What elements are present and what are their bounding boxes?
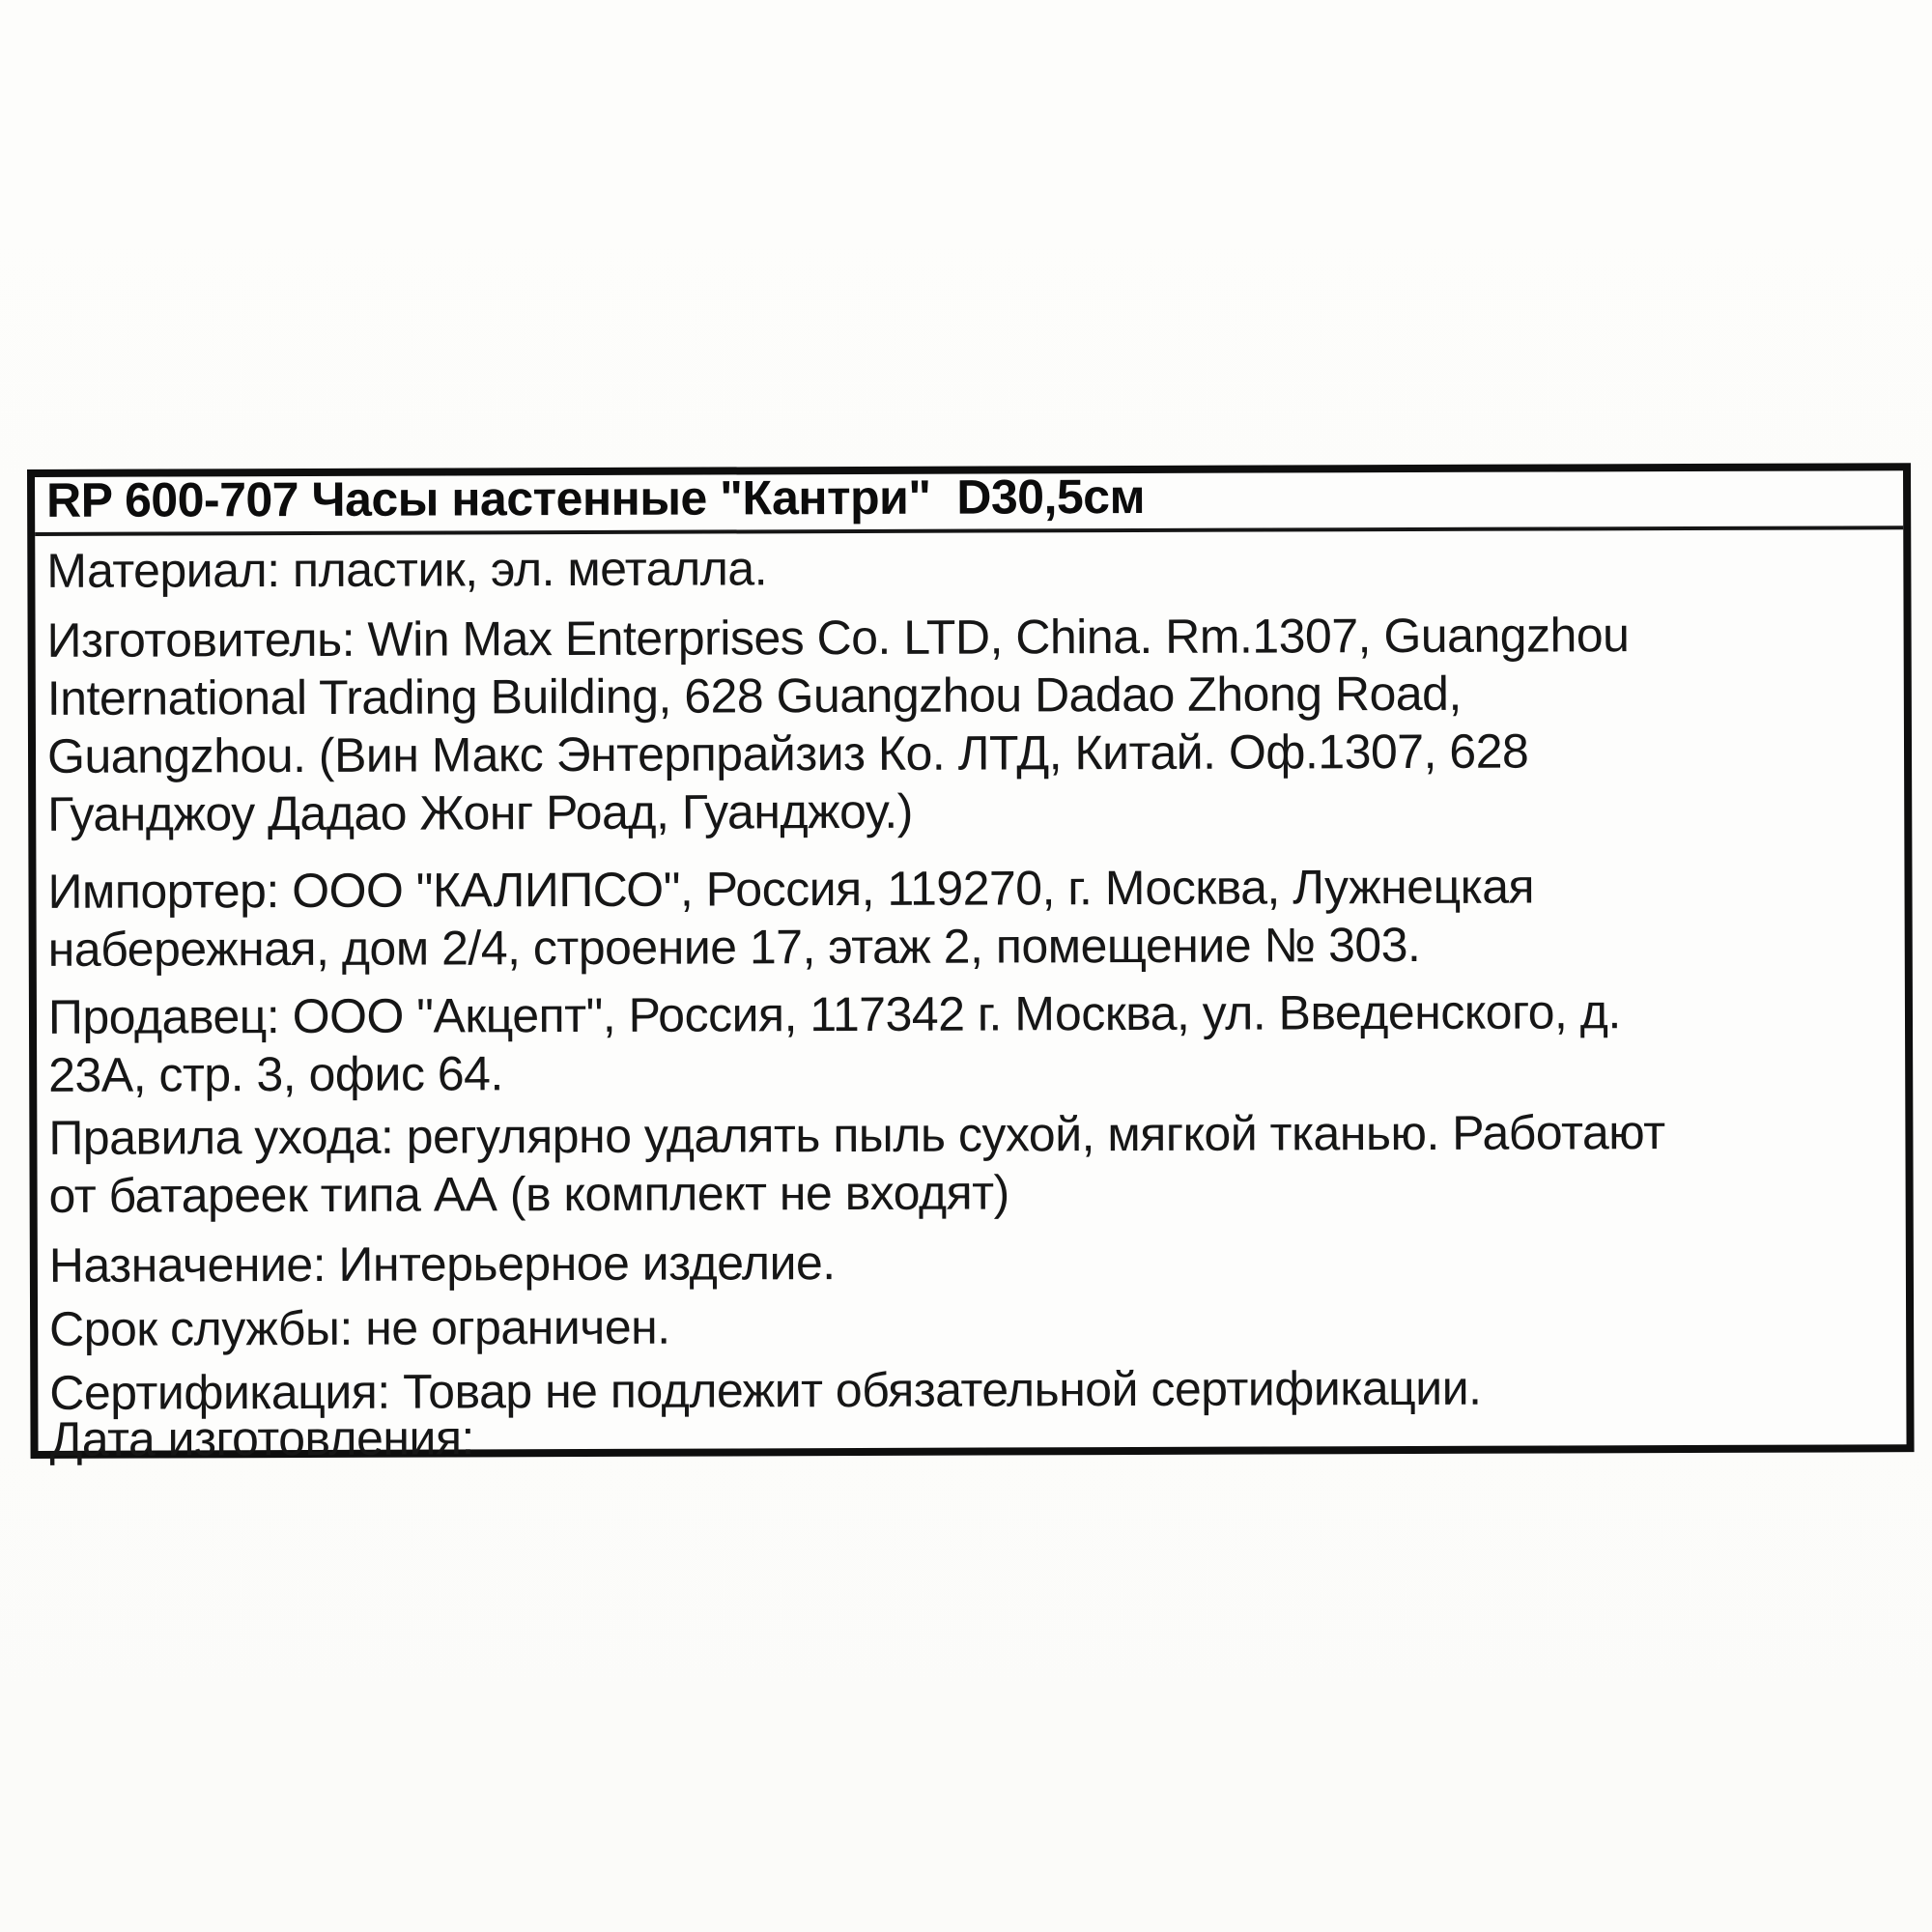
label-box-inner	[35, 469, 1907, 1466]
field-care-rules: Правила ухода: регулярно удалять пыль сухой, мягкой тканью. Работают от батареек типа АА (в комплект не входят)	[48, 1105, 1665, 1223]
field-certification: Сертификация: Товар не подлежит обязательной сертификации.	[49, 1360, 1482, 1420]
product-title: RP 600-707 Часы настенные "Кантри" D30,5см	[46, 469, 1146, 527]
label-box	[27, 463, 1915, 1466]
field-seller: Продавец: ООО "Акцепт", Россия, 117342 г. Москва, ул. Введенского, д. 23А, стр. 3, офис 64.	[47, 984, 1621, 1102]
field-manufacturer: Изготовитель: Win Max Enterprises Co. LTD, China. Rm.1307, Guangzhou International Trading Building, 628 Guangzhou Dadao Zhong Road, Guangzhou. (Вин Макс Энтерпрайзиз Ко. ЛТД, Китай. Оф.1307, 628 Гуанджоу Дадао Жонг Роад, Гуанджоу.)	[46, 608, 1630, 841]
field-purpose: Назначение: Интерьерное изделие.	[48, 1236, 836, 1293]
field-importer: Импортер: ООО "КАЛИПСО", Россия, 119270, г. Москва, Лужнецкая набережная, дом 2/4, строение 17, этаж 2, помещение № 303.	[47, 859, 1535, 977]
field-material: Материал: пластик, эл. металла.	[46, 541, 768, 598]
field-service-life: Срок службы: не ограничен.	[49, 1299, 670, 1356]
field-production-date: Дата изготовления:	[49, 1410, 474, 1466]
